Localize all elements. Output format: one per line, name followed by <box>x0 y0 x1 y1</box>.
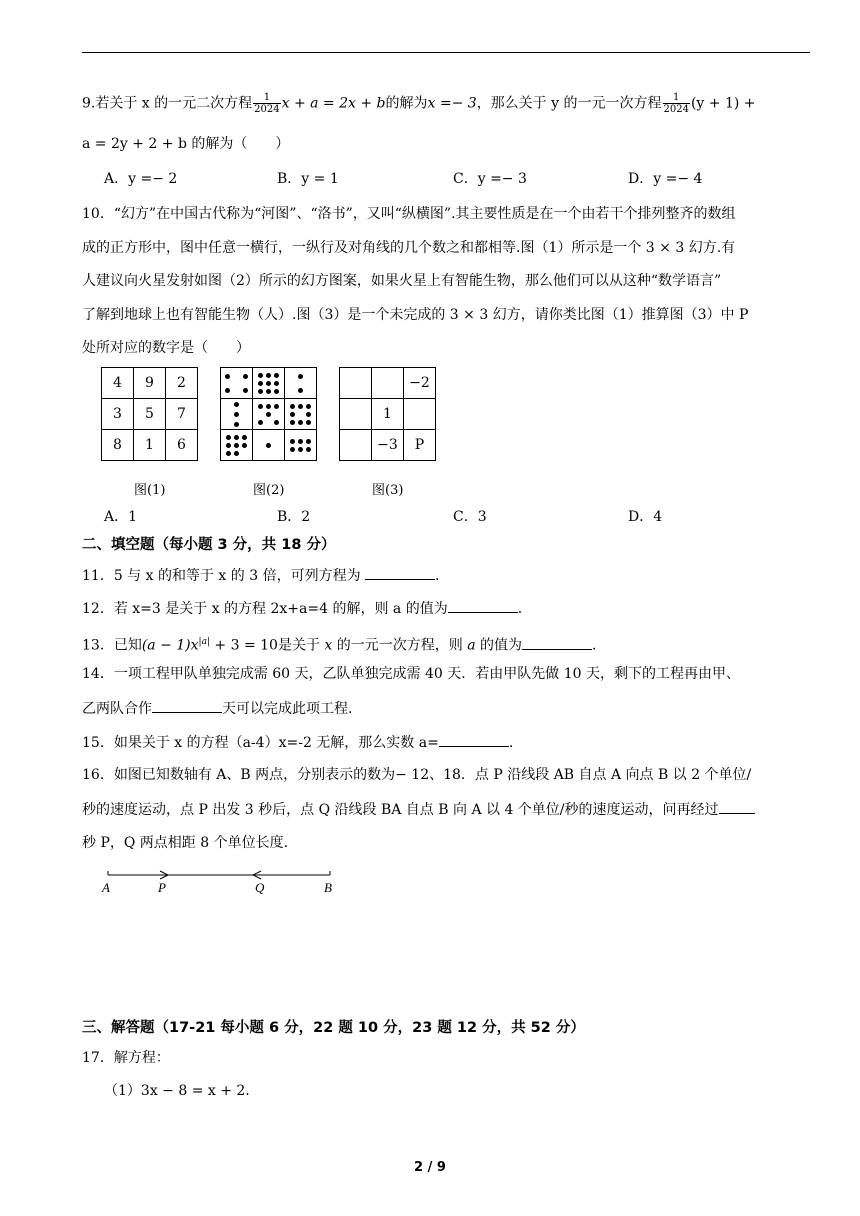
question-14-line1: 14．一项工程甲队单独完成需 60 天，乙队单独完成需 40 天．若由甲队先做 10 天，剩下的工程再由甲、 <box>82 666 740 682</box>
page-number: 2 / 9 <box>414 1160 446 1175</box>
q10-option-d: D．4 <box>628 509 663 525</box>
cell: 1 <box>372 399 404 430</box>
cell <box>372 368 404 399</box>
header-rule <box>82 52 810 53</box>
question-13: 13．已知$(a - 1)x^{|a|} + 3 = 10$是关于 x 的一元一次方程，则 a 的值为 . <box>82 632 597 656</box>
question-16-line1: 16．如图已知数轴有 A、B 两点，分别表示的数为− 12、18．点 P 沿线段 AB 自点 A 向点 B 以 2 个单位/ <box>82 767 752 783</box>
label-a: A <box>102 880 110 895</box>
cell: −3 <box>372 430 404 461</box>
figure-1-caption: 图(1) <box>134 483 166 498</box>
cell <box>340 399 372 430</box>
question-9-line2: a = 2y + 2 + b 的解为（ ） <box>82 136 290 152</box>
label-q: Q <box>255 880 265 895</box>
dot-cell <box>253 368 285 399</box>
question-12: 12．若 x=3 是关于 x 的方程 2x+a=4 的解，则 a 的值为 . <box>82 598 522 619</box>
q9-option-d: D．y =− 4 <box>628 171 703 187</box>
figure-2-caption: 图(2) <box>253 483 285 498</box>
answer-blank <box>719 799 755 814</box>
cell: 9 <box>134 368 166 399</box>
cell: 3 <box>102 399 134 430</box>
fraction: $\frac{1}{2024}$ <box>254 92 280 115</box>
section-2-heading: 二、填空题（每小题 3 分，共 18 分） <box>82 537 336 553</box>
question-11: 11．5 与 x 的和等于 x 的 3 倍，可列方程为 . <box>82 565 439 586</box>
cell: 5 <box>134 399 166 430</box>
dot-cell <box>285 430 317 461</box>
dot-cell <box>221 368 253 399</box>
question-16-line3: 秒 P，Q 两点相距 8 个单位长度. <box>82 835 289 851</box>
cell: 8 <box>102 430 134 461</box>
question-10-line4: 了解到地球上也有智能生物（人）.图（3）是一个未完成的 3 × 3 幻方，请你类比图（1）推算图（3）中 P <box>82 307 749 323</box>
question-9-line1: 9.若关于 x 的一元二次方程 $\frac{1}{2024}$ x + a = 2x + b的解为x =− 3，那么关于 y 的一元一次方程 $\frac{1}{2024}$ (y + 1) + <box>82 92 756 115</box>
question-17-line1: 17．解方程： <box>82 1050 170 1066</box>
label-b: B <box>324 880 332 895</box>
figure-3-caption: 图(3) <box>372 483 404 498</box>
cell: P <box>404 430 436 461</box>
question-16-line2: 秒的速度运动，点 P 出发 3 秒后，点 Q 沿线段 BA 自点 B 向 A 以 4 个单位/秒的速度运动，问再经过 <box>82 799 755 820</box>
q9-option-a: A．y =− 2 <box>104 171 178 187</box>
dot-cell <box>285 399 317 430</box>
q9-option-c: C．y =− 3 <box>453 171 527 187</box>
answer-blank <box>448 598 518 613</box>
q9-option-b: B．y = 1 <box>277 171 339 187</box>
q10-option-b: B．2 <box>277 509 311 525</box>
dot-cell <box>253 399 285 430</box>
number-line-figure <box>98 862 348 898</box>
magic-square-1 <box>101 367 198 461</box>
cell <box>340 368 372 399</box>
question-10-line1: 10．“幻方”在中国古代称为“河图”、“洛书”，又叫“纵横图”.其主要性质是在一个由若干个排列整齐的数组 <box>82 206 736 222</box>
question-15: 15．如果关于 x 的方程（a-4）x=-2 无解，那么实数 a= . <box>82 732 513 753</box>
cell <box>404 399 436 430</box>
question-14-line2: 乙两队合作 天可以完成此项工程. <box>82 698 352 719</box>
cell: 7 <box>166 399 198 430</box>
question-17-line2: （1）3x − 8 = x + 2. <box>104 1083 250 1099</box>
dot-cell <box>221 430 253 461</box>
dot-cell <box>221 399 253 430</box>
section-3-heading: 三、解答题（17-21 每小题 6 分，22 题 10 分，23 题 12 分，共 52 分） <box>82 1020 585 1036</box>
q10-option-a: A．1 <box>104 509 138 525</box>
cell: 2 <box>166 368 198 399</box>
dot-cell <box>285 368 317 399</box>
answer-blank <box>439 732 509 747</box>
cell: −2 <box>404 368 436 399</box>
label-p: P <box>158 880 166 895</box>
fraction: $\frac{1}{2024}$ <box>663 92 689 115</box>
question-10-line5: 处所对应的数字是（ ） <box>82 340 250 356</box>
q10-option-c: C．3 <box>453 509 487 525</box>
cell: 6 <box>166 430 198 461</box>
question-10-line2: 成的正方形中，图中任意一横行，一纵行及对角线的几个数之和都相等.图（1）所示是一个 3 × 3 幻方.有 <box>82 240 736 256</box>
answer-blank <box>365 565 435 580</box>
question-10-line3: 人建议向火星发射如图（2）所示的幻方图案，如果火星上有智能生物，那么他们可以从这种“数学语言” <box>82 273 722 289</box>
answer-blank <box>152 698 222 713</box>
cell: 1 <box>134 430 166 461</box>
magic-square-dots <box>220 367 317 461</box>
answer-blank <box>522 635 592 650</box>
magic-square-3 <box>339 367 436 461</box>
cell: 4 <box>102 368 134 399</box>
cell <box>340 430 372 461</box>
dot-cell <box>253 430 285 461</box>
